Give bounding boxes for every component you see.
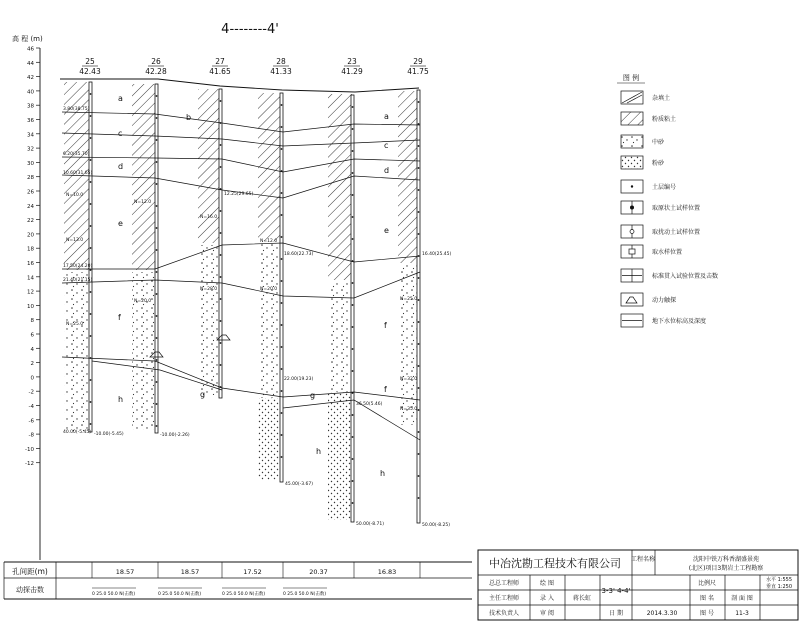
sample-marker <box>352 172 354 174</box>
sample-marker <box>281 302 283 304</box>
borehole-elevation: 42.28 <box>145 67 167 76</box>
sample-marker <box>418 277 420 279</box>
sample-marker <box>90 269 92 271</box>
project-name-line2: (北区)项目3期岩土工程勘察 <box>688 565 764 572</box>
sample-marker <box>90 181 92 183</box>
spt-label: N=25.0 <box>66 322 84 327</box>
sand-dot-fills <box>64 243 420 520</box>
sample-marker <box>281 148 283 150</box>
figure-name-value: 剖 面 图 <box>731 595 753 602</box>
sample-marker <box>156 293 158 295</box>
sample-marker <box>418 101 420 103</box>
legend-label: 动力触探 <box>652 297 677 304</box>
axis-tick-label: 28 <box>27 175 34 182</box>
sample-marker <box>352 150 354 152</box>
layer-label: f <box>384 385 387 394</box>
sample-marker <box>220 100 222 102</box>
scale-text: 0 25.0 50.0 N(击数) <box>283 592 327 597</box>
bottom-table <box>4 562 472 599</box>
spacing-value: 18.57 <box>115 568 135 576</box>
penetration-scales <box>92 588 327 597</box>
axis-tick-label: 20 <box>27 232 34 239</box>
sample-marker <box>156 95 158 97</box>
axis-tick-label: 12 <box>27 289 34 296</box>
scale-text: 0 25.0 50.0 N(击数) <box>158 592 202 597</box>
sample-marker <box>418 145 420 147</box>
borehole-id: 27 <box>215 57 225 66</box>
spt-label: N=20.0 <box>134 299 152 304</box>
sample-marker <box>352 348 354 350</box>
sample-marker <box>281 192 283 194</box>
axis-tick-label: 38 <box>27 103 34 110</box>
spacing-value: 17.52 <box>243 568 262 576</box>
sample-marker <box>418 431 420 433</box>
borehole-id: 26 <box>151 57 161 66</box>
borehole-id: 25 <box>85 57 95 66</box>
axis-tick-label: 8 <box>30 318 34 325</box>
legend-swatch-mark <box>631 185 633 187</box>
borehole-headers <box>79 57 429 76</box>
layer-label: b <box>186 113 192 122</box>
layer-label: h <box>316 447 322 456</box>
title-block-text <box>489 555 792 617</box>
borehole-column <box>417 90 420 523</box>
legend-label: 粉质粘土 <box>652 116 677 123</box>
sample-marker <box>156 403 158 405</box>
input-by-name: 蒋长虹 <box>572 595 592 602</box>
legend-swatch <box>621 156 643 169</box>
sample-marker <box>90 379 92 381</box>
borehole-column <box>280 93 283 482</box>
sample-marker <box>418 343 420 345</box>
layer-label: c <box>118 129 123 138</box>
spacing-value: 20.37 <box>309 568 328 576</box>
sample-marker <box>156 337 158 339</box>
sample-marker <box>220 276 222 278</box>
elevation-axis-ticks <box>25 47 40 468</box>
sample-marker <box>281 236 283 238</box>
sample-marker <box>220 342 222 344</box>
layer-label: c <box>384 141 389 150</box>
sample-marker <box>156 359 158 361</box>
sample-marker <box>90 291 92 293</box>
spacing-value: 18.57 <box>180 568 200 576</box>
section-title: 4--------4' <box>221 22 279 37</box>
depth-label: 6.20(35.70) <box>63 152 90 157</box>
spt-label: N=28.0 <box>200 287 218 292</box>
legend-label: 取扰动土试样位置 <box>652 229 701 236</box>
sample-marker <box>418 321 420 323</box>
legend-label: 土层编号 <box>652 184 677 191</box>
legend-title: 图 例 <box>622 74 640 82</box>
layer-label: g <box>200 390 206 399</box>
section-ids: 3-3' 4-4' <box>601 587 631 595</box>
axis-tick-label: 6 <box>30 332 34 339</box>
sample-marker <box>281 456 283 458</box>
sample-marker <box>352 370 354 372</box>
sample-marker <box>418 497 420 499</box>
date-label: 日 期 <box>609 610 623 617</box>
sample-marker <box>90 159 92 161</box>
borehole-elevation: 42.43 <box>79 67 101 76</box>
depth-label: 10.60(31.65) <box>63 171 93 176</box>
sample-marker <box>418 233 420 235</box>
legend-swatch <box>621 293 643 306</box>
scale-vertical: 垂直 1:250 <box>766 584 792 590</box>
borehole-elevation: 41.29 <box>341 67 363 76</box>
axis-tick-label: 14 <box>27 275 34 282</box>
sample-marker <box>418 189 420 191</box>
borehole-bottom-label: -10.00(-5.45) <box>94 432 124 437</box>
figure-name-label: 图 名 <box>700 595 714 602</box>
sample-marker <box>90 137 92 139</box>
date-value: 2014.3.30 <box>646 610 678 617</box>
legend <box>617 73 718 327</box>
legend-swatch <box>621 135 643 148</box>
spacing-row-label: 孔间距(m) <box>12 567 48 576</box>
sample-marker <box>352 238 354 240</box>
axis-tick-label: 18 <box>27 246 34 253</box>
technical-lead-label: 技术负责人 <box>488 610 520 617</box>
sample-marker <box>281 324 283 326</box>
scale-horizontal: 水平 1:555 <box>766 577 792 583</box>
legend-label: 标准贯入试验位置及击数 <box>652 273 719 280</box>
sample-marker <box>352 480 354 482</box>
borehole-column <box>219 89 222 398</box>
spt-label: N=20.0 <box>260 287 278 292</box>
reviewed-by-label: 审 阅 <box>540 610 554 617</box>
axis-tick-label: 26 <box>27 189 34 196</box>
spt-label: N=13.0 <box>66 238 84 243</box>
sample-marker <box>418 167 420 169</box>
project-name-line1: 沈阳中铁万科香湖盛景苑 <box>692 556 760 563</box>
sample-marker <box>220 298 222 300</box>
chief-engineer-label: 总总工程师 <box>488 580 520 587</box>
axis-tick-label: -10 <box>25 446 34 453</box>
layer-label: f <box>118 313 121 322</box>
sample-marker <box>90 225 92 227</box>
depth-annotations <box>63 106 452 435</box>
axis-tick-label: 22 <box>27 218 34 225</box>
depth-label: 18.60(22.73) <box>284 252 314 257</box>
layer-label: e <box>384 226 389 235</box>
spt-label: N=25.0 <box>400 297 418 302</box>
borehole-elevation: 41.65 <box>209 67 231 76</box>
axis-tick-label: -4 <box>28 404 34 410</box>
sample-marker <box>220 320 222 322</box>
borehole-id: 23 <box>347 57 357 66</box>
sample-marker <box>281 368 283 370</box>
axis-tick-label: 40 <box>27 89 34 96</box>
borehole-elevation: 41.33 <box>270 67 292 76</box>
sample-marker <box>352 458 354 460</box>
sample-marker <box>352 106 354 108</box>
layer-label: d <box>118 162 124 171</box>
penetration-row-label: 动探击数 <box>16 586 44 594</box>
sample-marker <box>90 313 92 315</box>
sample-marker <box>220 254 222 256</box>
sample-marker <box>220 210 222 212</box>
legend-swatch <box>621 112 643 125</box>
sample-marker <box>352 128 354 130</box>
legend-swatch-mark <box>630 230 634 234</box>
borehole-bottom-label: 50.00(-8.25) <box>422 523 451 528</box>
layer-label: h <box>380 469 386 478</box>
depth-label: 3.80(38.75) <box>63 107 90 112</box>
sample-marker <box>90 423 92 425</box>
borehole-bottom-label: 50.00(-8.71) <box>356 522 385 527</box>
project-name-key: 工程名称 <box>630 556 656 563</box>
sample-marker <box>220 232 222 234</box>
sample-marker <box>418 365 420 367</box>
depth-label: 12.25(29.65) <box>224 192 254 197</box>
sample-marker <box>156 425 158 427</box>
sample-marker <box>281 390 283 392</box>
sample-marker <box>281 214 283 216</box>
sample-marker <box>90 93 92 95</box>
legend-label: 粉砂 <box>652 160 665 167</box>
depth-label: 40.00(-5.45) <box>63 430 92 435</box>
sample-marker <box>418 299 420 301</box>
axis-tick-label: 0 <box>30 375 34 382</box>
layer-label: a <box>118 94 123 103</box>
spacing-value: 16.83 <box>377 568 397 576</box>
borehole-elevation: 41.75 <box>407 67 429 76</box>
sample-marker <box>156 249 158 251</box>
sample-marker <box>156 381 158 383</box>
sample-marker <box>281 126 283 128</box>
sample-marker <box>281 412 283 414</box>
sample-marker <box>352 282 354 284</box>
sample-marker <box>352 216 354 218</box>
sample-marker <box>352 502 354 504</box>
axis-tick-label: 2 <box>30 361 34 368</box>
spacing-cells <box>92 562 420 578</box>
layer-label: e <box>118 219 123 228</box>
sample-marker <box>418 409 420 411</box>
borehole-bottom-label: -10.00(-2.26) <box>160 433 190 438</box>
legend-label: 中砂 <box>652 139 665 146</box>
sample-marker <box>418 211 420 213</box>
sample-marker <box>90 247 92 249</box>
scale-label: 比例尺 <box>697 580 717 587</box>
scale-text: 0 25.0 50.0 N(击数) <box>92 592 136 597</box>
axis-tick-label: 36 <box>27 118 34 124</box>
spt-label: N=12.0 <box>260 239 278 244</box>
sample-marker <box>156 271 158 273</box>
sample-marker <box>352 326 354 328</box>
axis-tick-label: 46 <box>27 46 34 53</box>
sample-marker <box>156 183 158 185</box>
depth-label: 36.50(5.46) <box>356 402 383 407</box>
sample-marker <box>352 436 354 438</box>
sample-marker <box>352 304 354 306</box>
borehole-id: 28 <box>276 57 286 66</box>
clay-hatch-fills <box>64 82 420 280</box>
axis-tick-label: -6 <box>28 418 34 425</box>
sample-marker <box>156 315 158 317</box>
sample-marker <box>281 258 283 260</box>
spt-label: N=16.0 <box>200 215 218 220</box>
sample-marker <box>90 115 92 117</box>
depth-label: 16.40(25.45) <box>422 252 452 257</box>
sample-marker <box>352 194 354 196</box>
layer-label: g <box>310 391 316 400</box>
sample-marker <box>281 346 283 348</box>
axis-tick-label: 44 <box>27 60 34 67</box>
borehole-bottom-label: 45.00(-3.67) <box>285 482 314 487</box>
legend-label: 取原状土试样位置 <box>652 205 701 212</box>
axis-tick-label: 34 <box>27 132 34 139</box>
axis-tick-label: -2 <box>28 389 34 396</box>
axis-tick-label: 30 <box>27 160 34 167</box>
sample-marker <box>220 144 222 146</box>
axis-tick-label: 10 <box>27 303 34 310</box>
sample-marker <box>156 117 158 119</box>
legend-swatch-mark <box>630 206 634 210</box>
stratum-boundaries <box>62 112 420 440</box>
axis-tick-label: 4 <box>30 346 34 353</box>
sample-marker <box>156 161 158 163</box>
axis-tick-label: 32 <box>27 146 34 153</box>
axis-tick-label: 42 <box>27 75 34 82</box>
scale-text: 0 25.0 50.0 N(击数) <box>222 592 266 597</box>
legend-label: 地下水位标高及深度 <box>652 318 707 325</box>
sample-marker <box>156 205 158 207</box>
company-name: 中冶沈勘工程技术有限公司 <box>489 557 621 570</box>
sample-marker <box>90 401 92 403</box>
sample-marker <box>418 387 420 389</box>
legend-label: 取水样位置 <box>652 249 683 256</box>
sample-marker <box>90 203 92 205</box>
figure-number-label: 图 号 <box>700 610 714 617</box>
drawn-by-label: 绘 图 <box>540 580 554 587</box>
spt-label: N=35.0 <box>400 407 418 412</box>
depth-label: 17.50(24.20) <box>63 264 93 269</box>
ground-surface-line <box>60 79 419 92</box>
axis-tick-label: -8 <box>28 432 34 439</box>
sample-marker <box>281 280 283 282</box>
sample-marker <box>156 139 158 141</box>
spt-label: N=32.0 <box>400 377 418 382</box>
layer-label: h <box>118 395 124 404</box>
sample-marker <box>418 475 420 477</box>
sample-marker <box>418 453 420 455</box>
sample-marker <box>281 434 283 436</box>
input-by-label: 录 入 <box>540 595 554 602</box>
figure-number-value: 11-3 <box>735 610 749 617</box>
layer-label: a <box>384 112 389 121</box>
sample-marker <box>220 364 222 366</box>
sample-marker <box>90 335 92 337</box>
sample-marker <box>281 104 283 106</box>
spt-label: N=10.0 <box>66 193 84 198</box>
depth-label: 21.40(21.15) <box>63 278 93 283</box>
axis-tick-label: -12 <box>25 461 34 468</box>
principal-engineer-label: 主任工程师 <box>488 595 520 602</box>
sample-marker <box>352 414 354 416</box>
legend-label: 杂填土 <box>652 95 671 102</box>
sample-marker <box>156 227 158 229</box>
elevation-axis-label: 高 程 (m) <box>12 35 43 43</box>
layer-label: d <box>384 166 390 175</box>
sample-marker <box>220 166 222 168</box>
axis-tick-label: 24 <box>27 203 34 210</box>
spt-label: N=12.0 <box>134 200 152 205</box>
layer-label: f <box>384 321 387 330</box>
depth-label: 22.00(19.23) <box>284 377 314 382</box>
legend-swatch-mark <box>629 249 635 254</box>
borehole-id: 29 <box>413 57 423 66</box>
axis-tick-label: 16 <box>27 261 34 267</box>
